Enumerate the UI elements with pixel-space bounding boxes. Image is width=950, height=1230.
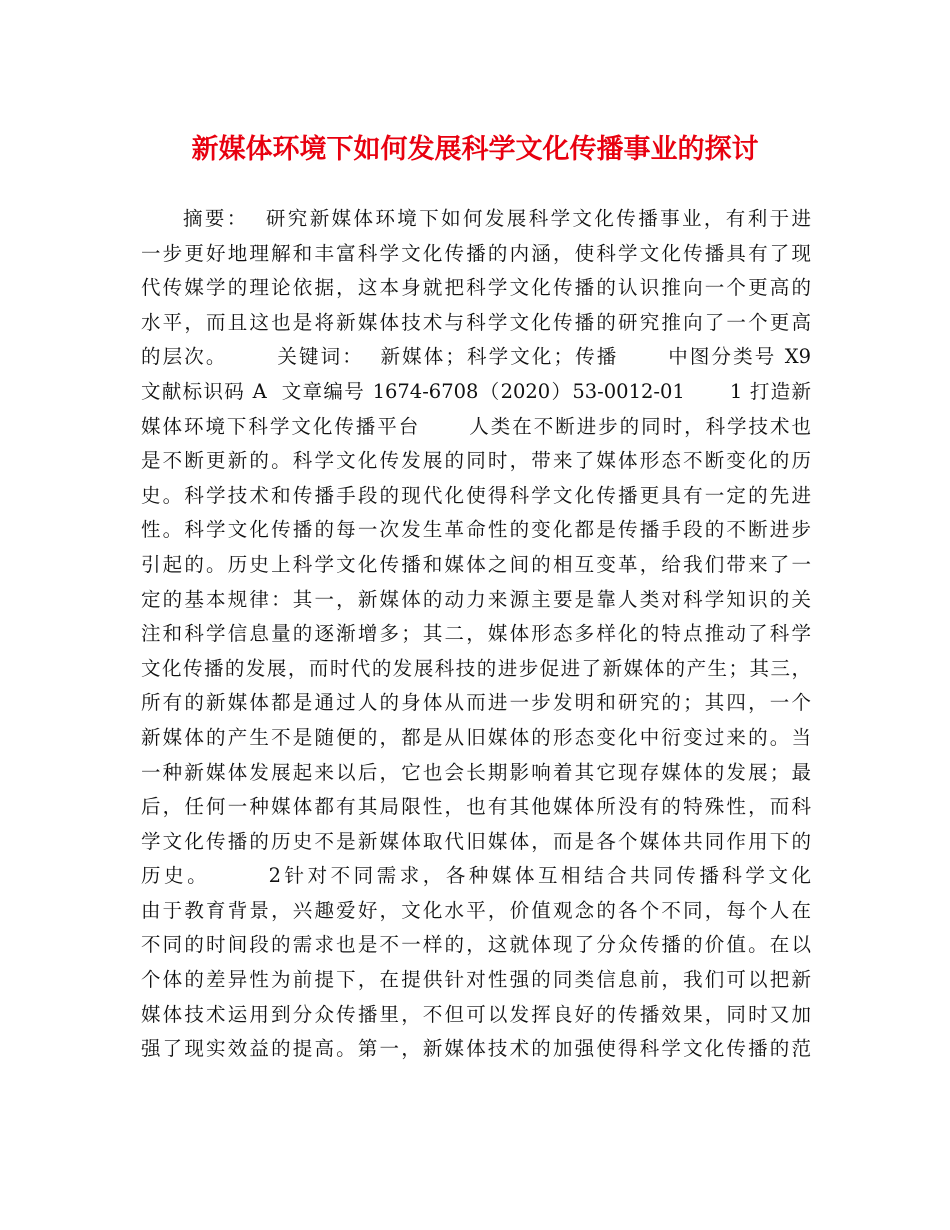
body-line: 学文化传播的历史不是新媒体取代旧媒体，而是各个媒体共同作用下的 bbox=[141, 829, 811, 853]
document-body bbox=[141, 202, 811, 1067]
body-line: 新媒体的产生不是随便的，都是从旧媒体的形态变化中衍变过来的。当 bbox=[141, 725, 811, 749]
body-line: 性。科学文化传播的每一次发生革命性的变化都是传播手段的不断进步 bbox=[141, 518, 811, 542]
body-line: 代传媒学的理论依据，这本身就把科学文化传播的认识推向一个更高的 bbox=[141, 276, 811, 300]
body-line: 引起的。历史上科学文化传播和媒体之间的相互变革，给我们带来了一 bbox=[141, 552, 811, 576]
body-line: 强了现实效益的提高。第一，新媒体技术的加强使得科学文化传播的范 bbox=[141, 1037, 811, 1061]
body-line: 不同的时间段的需求也是不一样的，这就体现了分众传播的价值。在以 bbox=[141, 933, 811, 957]
body-line: 定的基本规律：其一，新媒体的动力来源主要是靠人类对科学知识的关 bbox=[141, 587, 811, 611]
body-line: 注和科学信息量的逐渐增多；其二，媒体形态多样化的特点推动了科学 bbox=[141, 622, 811, 646]
body-line: 媒体环境下科学文化传播平台 人类在不断进步的同时，科学技术也 bbox=[141, 414, 811, 438]
body-line: 媒体技术运用到分众传播里，不但可以发挥良好的传播效果，同时又加 bbox=[141, 1002, 811, 1026]
body-line: 是不断更新的。科学文化传发展的同时，带来了媒体形态不断变化的历 bbox=[141, 449, 811, 473]
body-line: 历史。 2针对不同需求，各种媒体互相结合共同传播科学文化 bbox=[141, 864, 811, 888]
body-line: 文化传播的发展，而时代的发展科技的进步促进了新媒体的产生；其三， bbox=[141, 656, 811, 680]
body-line: 一种新媒体发展起来以后，它也会长期影响着其它现存媒体的发展；最 bbox=[141, 760, 811, 784]
body-line: 摘要： 研究新媒体环境下如何发展科学文化传播事业，有利于进 bbox=[183, 207, 811, 230]
body-line: 文献标识码 A 文章编号 1674-6708（2020）53-0012-01 1 打造新 bbox=[141, 379, 811, 403]
body-line: 水平，而且这也是将新媒体技术与科学文化传播的研究推向了一个更高 bbox=[141, 310, 811, 334]
body-line: 史。科学技术和传播手段的现代化使得科学文化传播更具有一定的先进 bbox=[141, 483, 811, 507]
body-line: 一步更好地理解和丰富科学文化传播的内涵，使科学文化传播具有了现 bbox=[141, 241, 811, 265]
document-title: 新媒体环境下如何发展科学文化传播事业的探讨 bbox=[191, 134, 759, 165]
body-line: 由于教育背景，兴趣爱好，文化水平，价值观念的各个不同，每个人在 bbox=[141, 898, 811, 922]
body-line: 个体的差异性为前提下，在提供针对性强的同类信息前，我们可以把新 bbox=[141, 968, 811, 992]
body-line: 所有的新媒体都是通过人的身体从而进一步发明和研究的；其四，一个 bbox=[141, 691, 811, 715]
body-line: 的层次。 关键词： 新媒体；科学文化；传播 中图分类号 X9 bbox=[141, 345, 811, 369]
body-line: 后，任何一种媒体都有其局限性，也有其他媒体所没有的特殊性，而科 bbox=[141, 795, 811, 819]
